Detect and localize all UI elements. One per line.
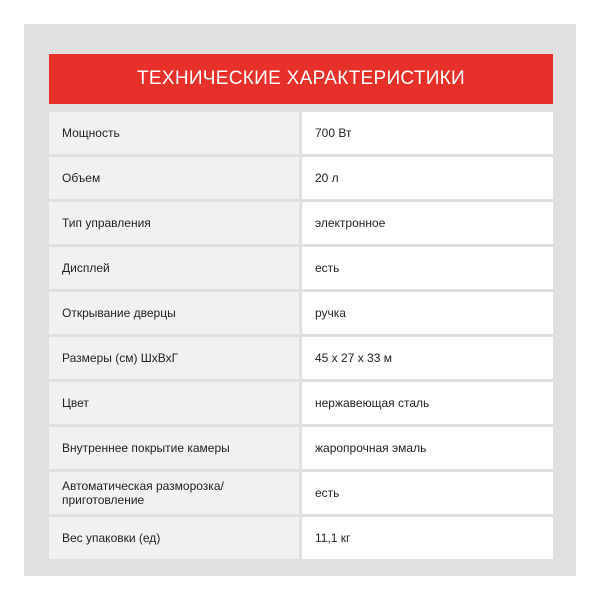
spec-row bbox=[49, 472, 553, 514]
spec-value: ручка bbox=[302, 292, 553, 334]
spec-value: нержавеющая сталь bbox=[302, 382, 553, 424]
spec-row bbox=[49, 157, 553, 199]
spec-value: электронное bbox=[302, 202, 553, 244]
spec-label: Дисплей bbox=[49, 247, 299, 289]
spec-label: Цвет bbox=[49, 382, 299, 424]
spec-row bbox=[49, 112, 553, 154]
spec-panel bbox=[49, 54, 553, 562]
spec-label: Открывание дверцы bbox=[49, 292, 299, 334]
spec-row bbox=[49, 382, 553, 424]
spec-title: ТЕХНИЧЕСКИЕ ХАРАКТЕРИСТИКИ bbox=[49, 54, 553, 104]
spec-label: Мощность bbox=[49, 112, 299, 154]
spec-label: Внутреннее покрытие камеры bbox=[49, 427, 299, 469]
spec-label: Размеры (см) ШхВхГ bbox=[49, 337, 299, 379]
spec-table bbox=[49, 112, 553, 559]
spec-row bbox=[49, 202, 553, 244]
spec-value: 45 х 27 х 33 м bbox=[302, 337, 553, 379]
spec-row bbox=[49, 247, 553, 289]
spec-value: 700 Вт bbox=[302, 112, 553, 154]
spec-label: Тип управления bbox=[49, 202, 299, 244]
spec-row bbox=[49, 427, 553, 469]
spec-value: 20 л bbox=[302, 157, 553, 199]
spec-row bbox=[49, 337, 553, 379]
spec-label: Вес упаковки (ед) bbox=[49, 517, 299, 559]
spec-value: есть bbox=[302, 247, 553, 289]
spec-label: Объем bbox=[49, 157, 299, 199]
spec-row bbox=[49, 292, 553, 334]
spec-value: 11,1 кг bbox=[302, 517, 553, 559]
spec-card bbox=[24, 24, 576, 576]
spec-value: жаропрочная эмаль bbox=[302, 427, 553, 469]
spec-value: есть bbox=[302, 472, 553, 514]
spec-label: Автоматическая разморозка/приготовление bbox=[49, 472, 299, 514]
spec-row bbox=[49, 517, 553, 559]
